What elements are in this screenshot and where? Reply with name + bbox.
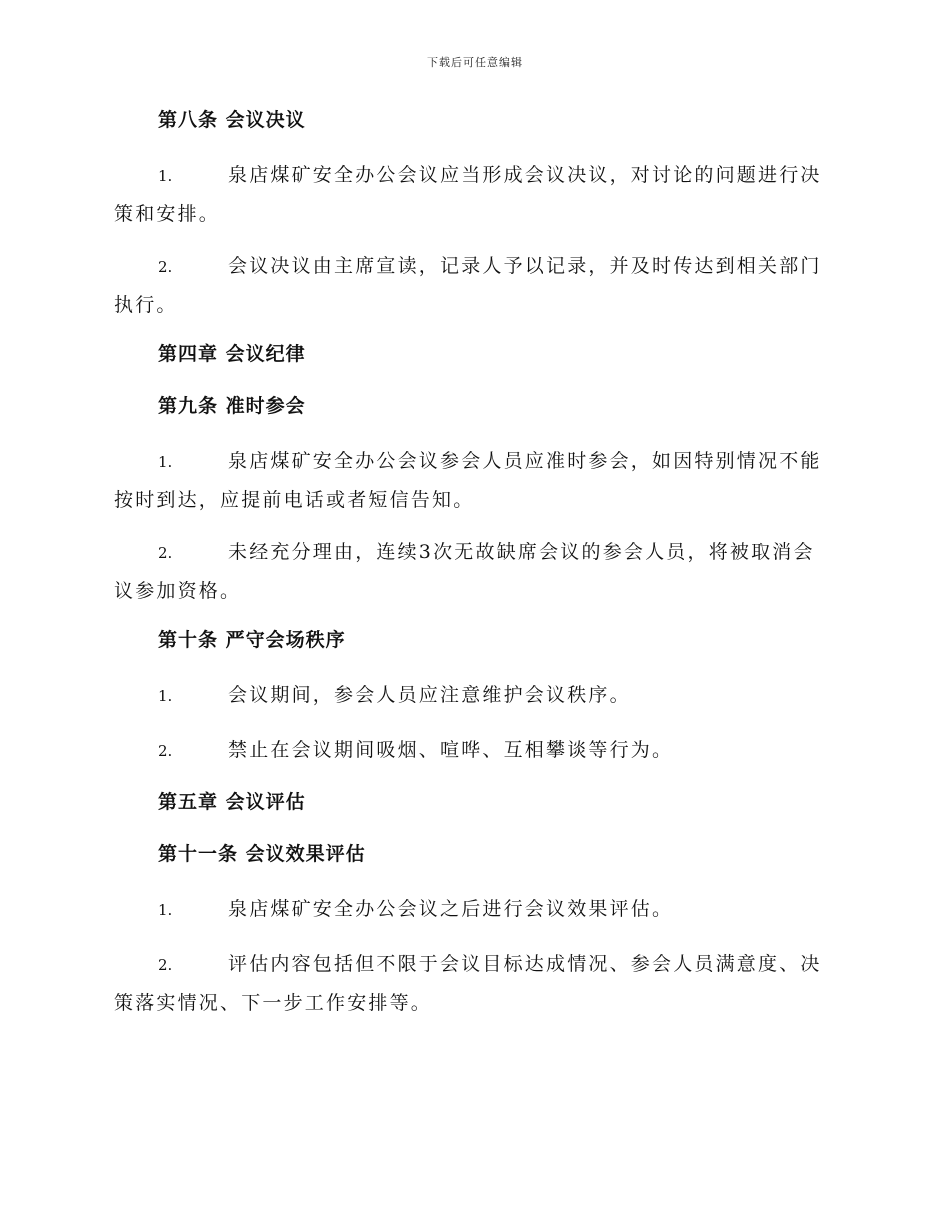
document-body <box>114 104 834 1036</box>
item-number: 2. <box>158 258 173 276</box>
item-text: 会议决议由主席宣读，记录人予以记录，并及时传达到相关部门执行。 <box>114 255 822 316</box>
item-number: 1. <box>158 453 173 471</box>
item-text: 禁止在会议期间吸烟、喧哗、互相攀谈等行为。 <box>228 739 674 761</box>
list-item <box>114 890 834 929</box>
item-number: 1. <box>158 687 173 705</box>
list-item <box>114 731 834 770</box>
list-item <box>114 247 834 324</box>
item-text: 评估内容包括但不限于会议目标达成情况、参会人员满意度、决策落实情况、下一步工作安排等。 <box>114 953 822 1014</box>
list-item <box>114 156 834 233</box>
article-heading: 第十一条 会议效果评估 <box>158 843 366 865</box>
item-text: 泉店煤矿安全办公会议参会人员应准时参会，如因特别情况不能按时到达，应提前电话或者短信告知。 <box>114 450 822 511</box>
item-text: 会议期间，参会人员应注意维护会议秩序。 <box>228 684 631 706</box>
item-text: 泉店煤矿安全办公会议应当形成会议决议，对讨论的问题进行决策和安排。 <box>114 164 822 225</box>
item-text: 未经充分理由，连续3次无故缺席会议的参会人员，将被取消会议参加资格。 <box>114 541 815 602</box>
article-heading: 第十条 严守会场秩序 <box>158 629 346 651</box>
item-text: 泉店煤矿安全办公会议之后进行会议效果评估。 <box>228 898 674 920</box>
list-item <box>114 533 834 610</box>
list-item <box>114 676 834 715</box>
list-item <box>114 442 834 519</box>
item-number: 2. <box>158 956 173 974</box>
article-heading: 第八条 会议决议 <box>158 109 306 131</box>
chapter-heading: 第五章 会议评估 <box>158 791 306 813</box>
chapter-heading: 第四章 会议纪律 <box>158 343 306 365</box>
item-number: 2. <box>158 544 173 562</box>
item-number: 2. <box>158 742 173 760</box>
page-header: 下载后可任意编辑 <box>427 56 523 69</box>
list-item <box>114 945 834 1022</box>
item-number: 1. <box>158 901 173 919</box>
article-heading: 第九条 准时参会 <box>158 395 306 417</box>
item-number: 1. <box>158 167 173 185</box>
